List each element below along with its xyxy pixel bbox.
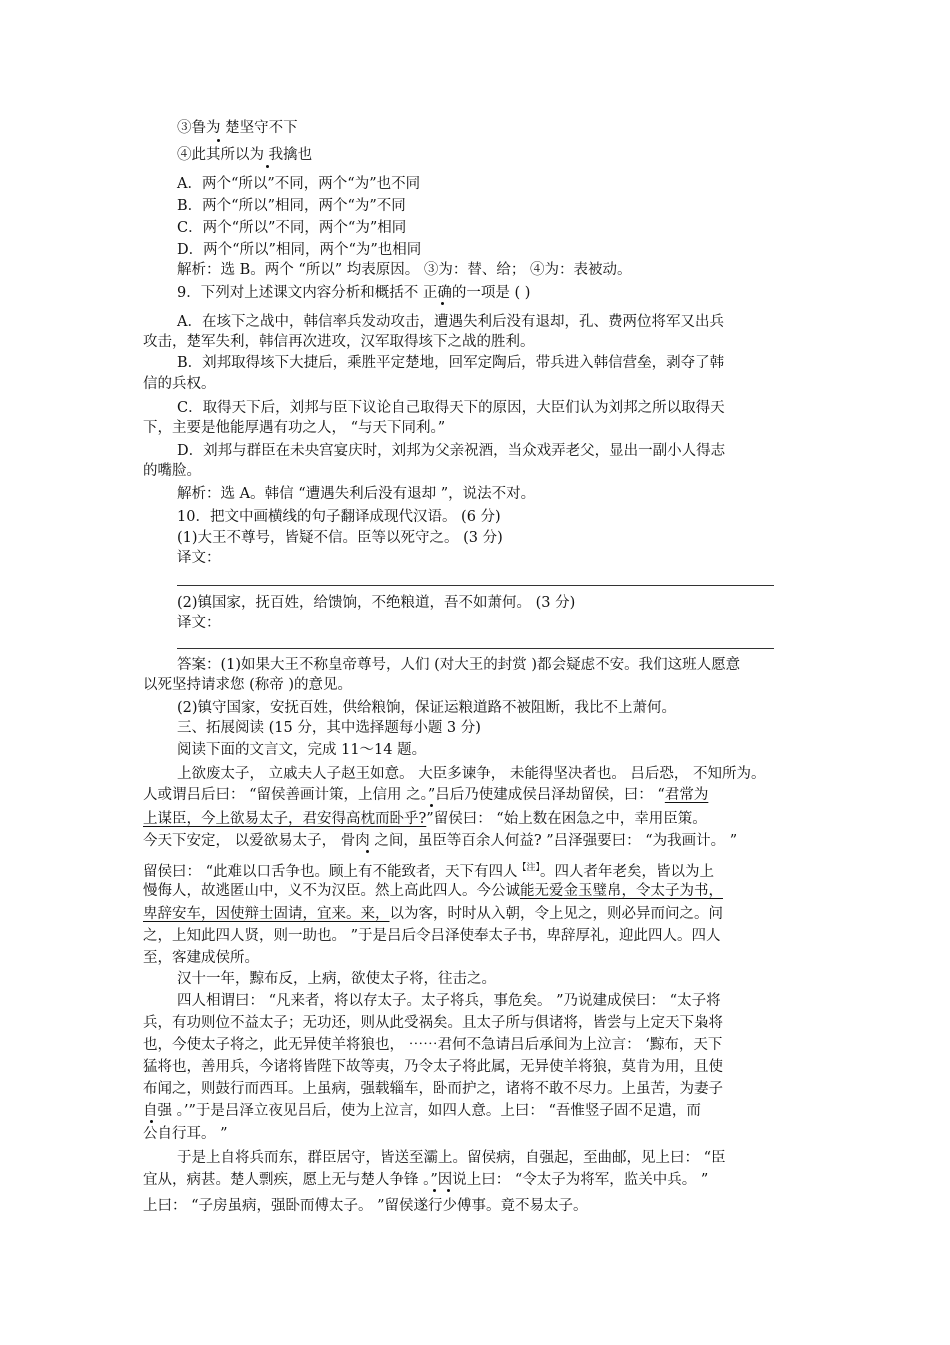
q8-option-c: C．两个“所以”不同，两个“为”相同	[177, 220, 407, 236]
q10-answer-1a: 答案：(1)如果大王不称皇帝尊号，人们 (对大王的封赏 )都会疑虑不安。我们这班人愿意	[177, 657, 741, 673]
passage-text: 慢侮人，故逃匿山中，义不为汉臣。然上高此四人。今公诚	[143, 883, 520, 899]
q9-option-b-line1: B．刘邦取得垓下大捷后，乘胜平定楚地，回军定陶后，带兵进入韩信营垒，剥夺了韩	[177, 355, 725, 371]
passage-line-2	[143, 785, 708, 805]
q8-option-d: D．两个“所以”相同，两个“为”也相同	[177, 242, 422, 258]
passage-line-12: 兵，有功则位不益太子；无功还，则从此受祸矣。且太子所与俱诸将，皆尝与上定天下枭将	[143, 1015, 723, 1031]
q9-option-c-line2: 下，主要是他能厚遇有功之人， “与天下同利。”	[143, 420, 446, 436]
passage-line-9: 至，客建成侯所。	[143, 950, 259, 966]
passage-line-20: 上曰： “子房虽病，强卧而傅太子。 ”留侯遂行少傅事。竟不易太子。	[143, 1198, 588, 1214]
q9-option-a-line2: 攻击，楚军失利，韩信再次进攻，汉军取得垓下之战的胜利。	[143, 334, 535, 350]
q10-translation-label-1: 译文：	[177, 550, 221, 566]
passage-text: 。四人者年老矣，皆以为上	[540, 863, 715, 880]
passage-line-14: 猛将也，善用兵，今诸将皆陛下故等夷，乃令太子将此属，无异使羊将狼，莫肯为用，且使	[143, 1059, 723, 1075]
q9-option-d-line2: 的嘴脸。	[143, 463, 201, 479]
passage-line-11: 四人相谓曰： “凡来者，将以存太子。太子将兵，事危矣。 ”乃说建成侯曰： “太子将	[177, 993, 721, 1009]
passage-line-1: 上欲废太子， 立戚夫人子赵王如意。 大臣多谏争， 未能得坚决者也。 吕后恐， 不知所为。	[177, 766, 766, 782]
passage-line-6	[143, 881, 723, 901]
q8-item-4: ④此其所以为 我擒也	[177, 147, 313, 163]
emphasis-dot	[441, 302, 444, 305]
passage-line-8: 之，上知此四人贤，则一助也。 ”于是吕后令吕泽使奉太子书，卑辞厚礼，迎此四人。四人	[143, 928, 721, 944]
passage-text: 人或谓吕后曰： “留侯善画计策，上信用 之。”吕后乃使建成侯吕泽劫留侯，曰： “	[143, 787, 665, 803]
q8-option-a: A．两个“所以”不同，两个“为”也不同	[177, 176, 421, 192]
passage-line-13: 也，今使太子将之，此无异使羊将狼也， ⋯⋯君何不急请吕后承间为上泣言： ‘黥布，天下	[143, 1037, 723, 1053]
q10-sentence-2: (2)镇国家，抚百姓，给馈饷，不绝粮道，吾不如萧何。 (3 分)	[177, 595, 576, 611]
passage-line-10: 汉十一年，黥布反，上病，欲使太子将，往击之。	[177, 971, 496, 987]
emphasis-dot	[366, 850, 369, 853]
passage-line-5	[143, 858, 714, 882]
passage-line-15: 布闻之，则鼓行而西耳。上虽病，强载辎车，卧而护之，诸将不敢不尽力。上虽苦，为妻子	[143, 1081, 723, 1097]
emphasis-dot	[433, 1189, 436, 1192]
emphasis-dot	[266, 165, 269, 168]
passage-text: 以为客，时时从入朝，令上见之，则必异而问之。问	[389, 906, 723, 922]
q8-analysis: 解析：选 B。两个 “所以” 均表原因。 ③为：替、给； ④为：表被动。	[177, 262, 632, 278]
passage-line-18: 于是上自将兵而东，群臣居守，皆送至灞上。留侯病，自强起，至曲邮，见上曰： “臣	[177, 1150, 726, 1166]
emphasis-dot	[430, 804, 433, 807]
q9-analysis: 解析：选 A。韩信 “遭遇失利后没有退却 ”，说法不对。	[177, 486, 536, 502]
passage-text: 留侯曰： “此难以口舌争也。顾上有不能致者，天下有四人	[143, 863, 518, 880]
q9-option-a-line1: A．在垓下之战中，韩信率兵发动攻击，遭遇失利后没有退却，孔、费两位将军又出兵	[177, 314, 724, 330]
passage-text: ”留侯曰： “始上数在困急之中，幸用臣策。	[426, 811, 707, 827]
q9-stem: 9．下列对上述课文内容分析和概括不 正确的一项是 ( )	[177, 285, 531, 301]
underlined-sentence: 卑辞安车，因使辩士固请，宜来。来，	[143, 906, 390, 922]
q8-item-3: ③鲁为 楚坚守不下	[177, 120, 298, 136]
emphasis-dot	[447, 1189, 450, 1192]
q8-option-b: B．两个“所以”相同，两个“为”不同	[177, 198, 406, 214]
emphasis-dot	[150, 1120, 153, 1123]
q10-stem: 10．把文中画横线的句子翻译成现代汉语。 (6 分)	[177, 509, 501, 525]
passage-line-3	[143, 809, 707, 829]
underlined-sentence: 君常为	[664, 787, 709, 803]
passage-line-7	[143, 904, 723, 924]
passage-line-16: 自强 。’”于是吕泽立夜见吕后，使为上泣言，如四人意。上曰： “吾惟竖子固不足遣，而	[143, 1103, 701, 1119]
passage-line-17: 公自行耳。 ”	[143, 1126, 228, 1142]
underlined-sentence: 能无爱金玉璧帛，令太子为书，	[520, 883, 723, 899]
section-3-title: 三、拓展阅读 (15 分，其中选择题每小题 3 分)	[177, 720, 481, 736]
emphasis-dot	[217, 139, 220, 142]
q10-answer-1b: 以死坚持请求您 (称帝 )的意见。	[143, 677, 353, 693]
underlined-sentence: 上谋臣，今上欲易太子，君安得高枕而卧乎?	[143, 811, 427, 827]
passage-line-4: 今天下安定， 以爱欲易太子， 骨肉 之间，虽臣等百余人何益? ”吕泽强要曰： “为我画计。 ”	[143, 833, 738, 849]
q10-answer-2: (2)镇守国家，安抚百姓，供给粮饷，保证运粮道路不被阻断，我比不上萧何。	[177, 700, 677, 716]
section-3-instruction: 阅读下面的文言文，完成 11～14 题。	[177, 742, 427, 758]
q10-translation-label-2: 译文：	[177, 615, 221, 631]
q9-option-b-line2: 信的兵权。	[143, 376, 216, 392]
q10-sentence-1: (1)大王不尊号，皆疑不信。臣等以死守之。 (3 分)	[177, 530, 503, 546]
passage-line-19: 宜从，病甚。楚人剽疾，愿上无与楚人争锋 。”因说上曰： “令太子为将军，监关中兵。 ”	[143, 1172, 709, 1188]
answer-line-2	[177, 648, 774, 649]
q9-option-d-line1: D．刘邦与群臣在未央宫宴庆时，刘邦为父亲祝酒，当众戏弄老父，显出一副小人得志	[177, 443, 726, 459]
answer-line-1	[177, 585, 774, 586]
footnote-marker: 【注】	[517, 863, 541, 873]
q9-option-c-line1: C．取得天下后，刘邦与臣下议论自己取得天下的原因，大臣们认为刘邦之所以取得天	[177, 400, 725, 416]
